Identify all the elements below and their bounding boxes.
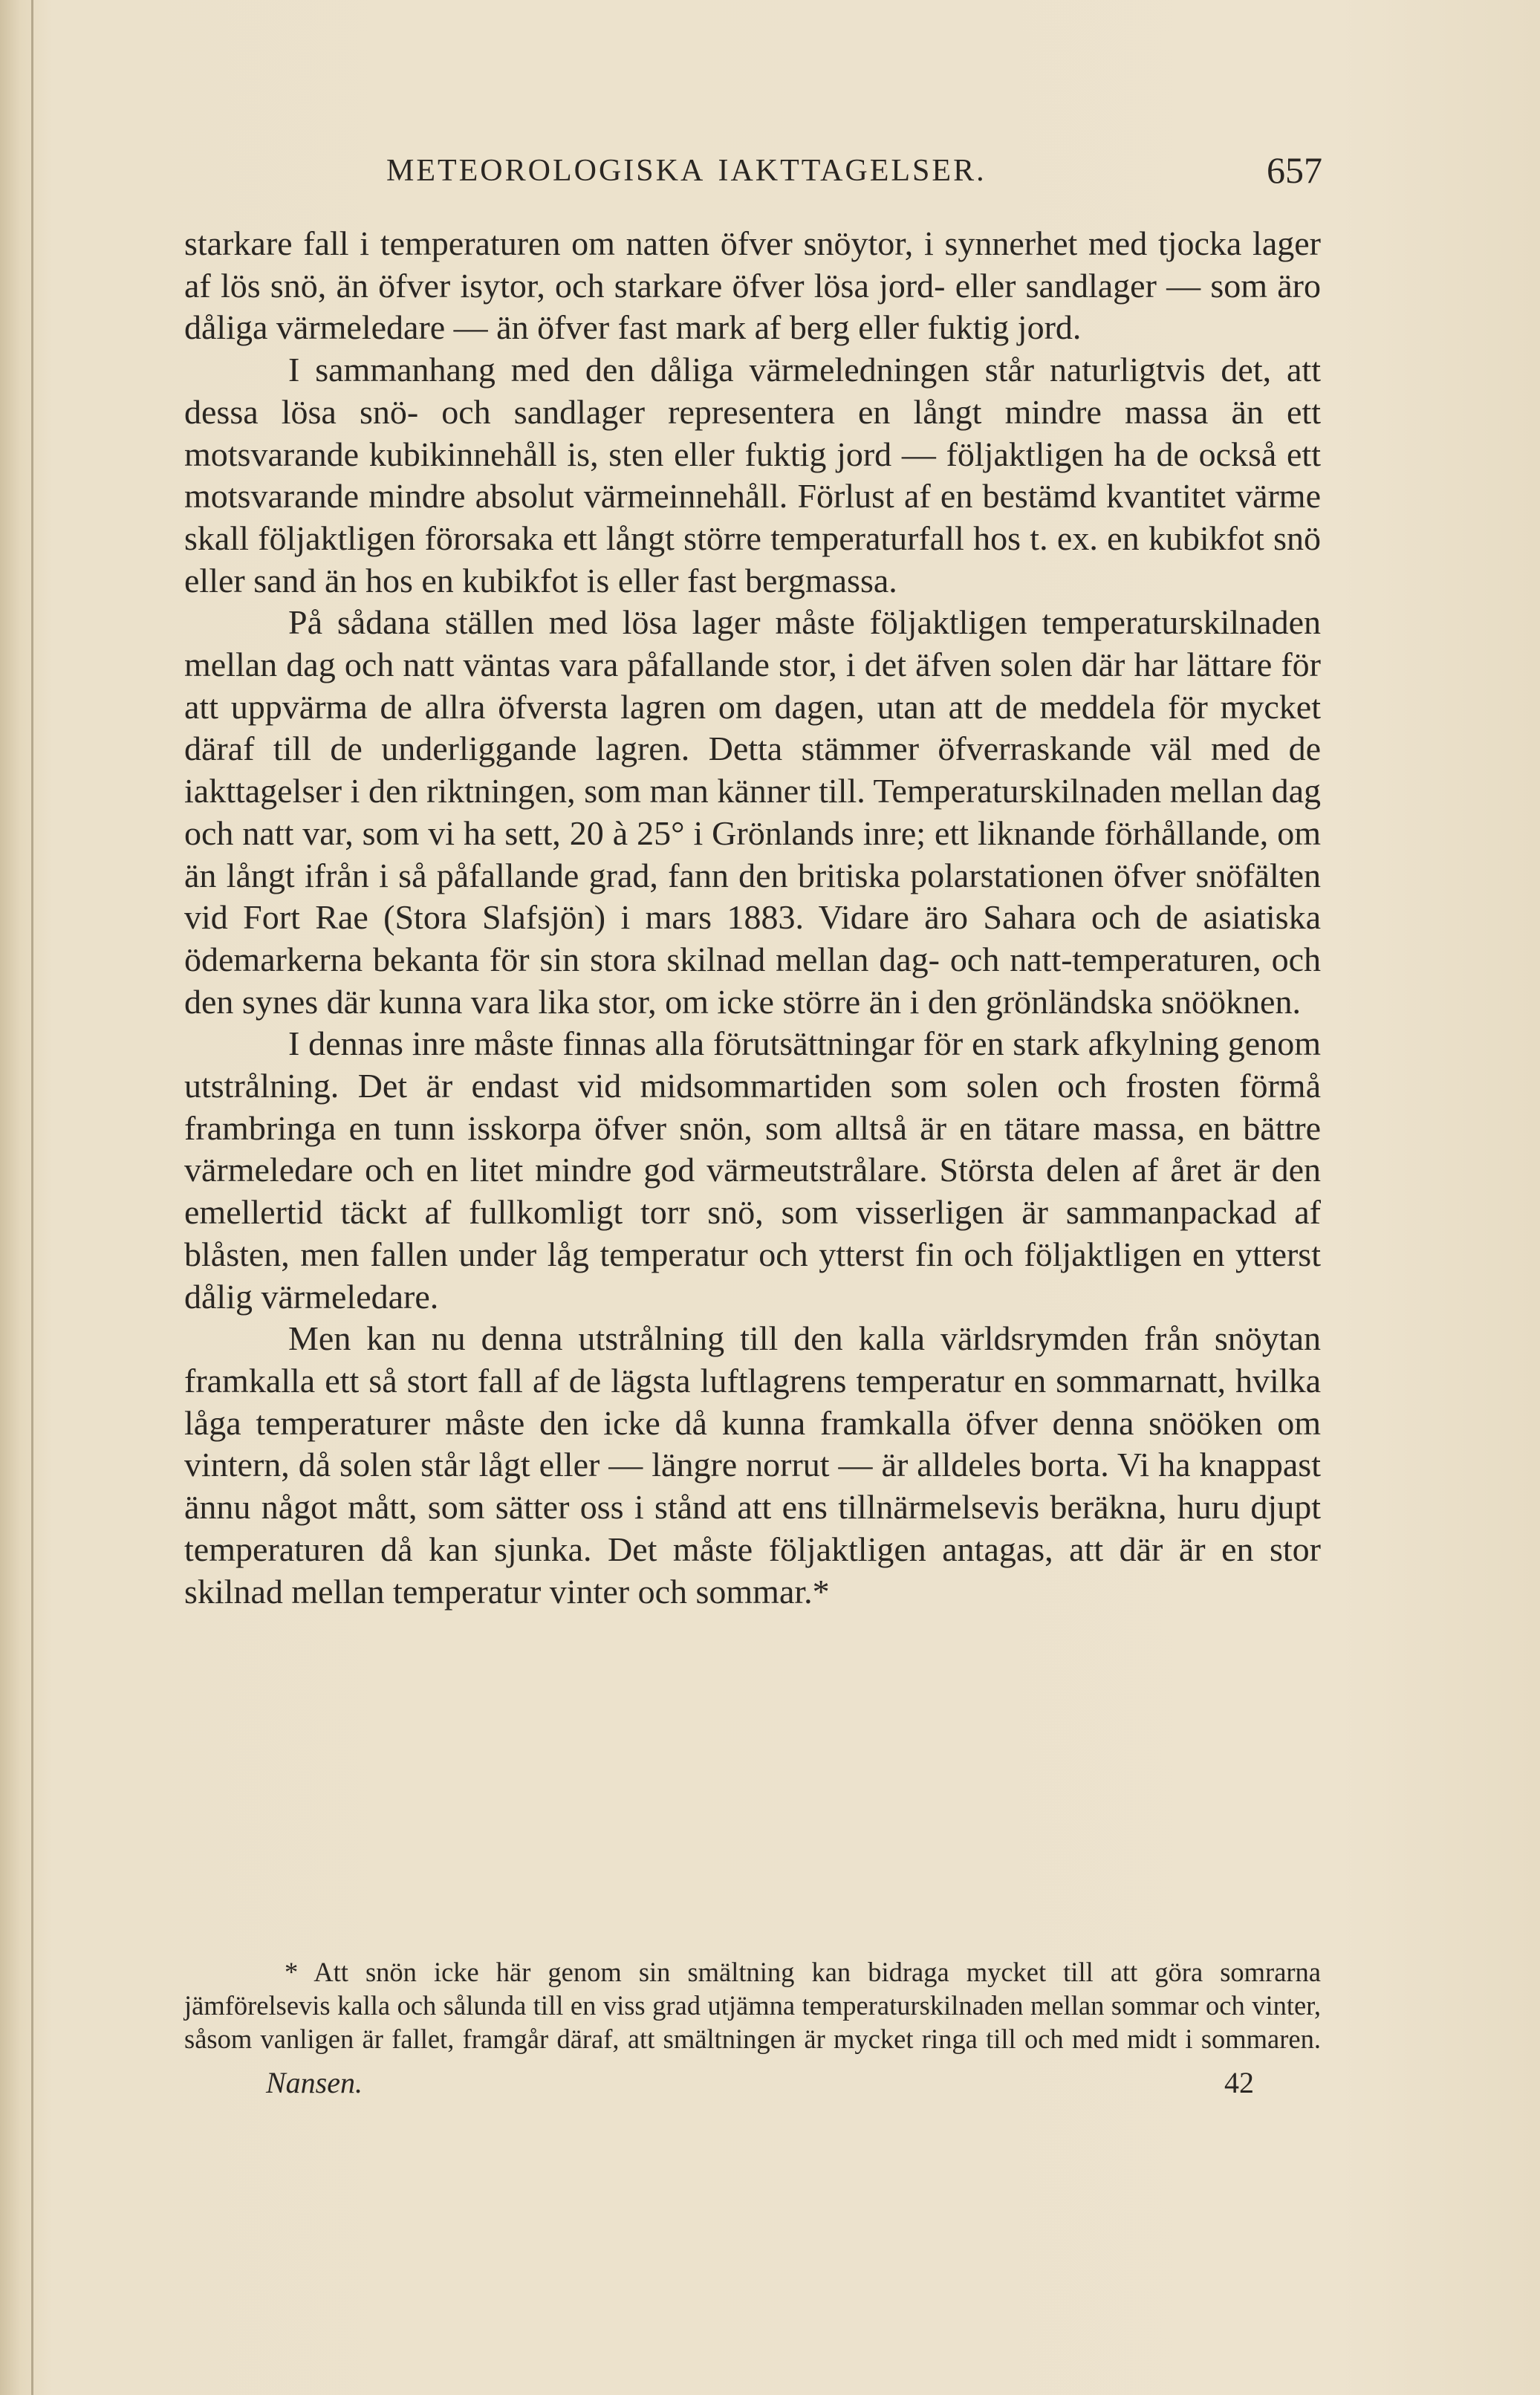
page-number: 657 (1267, 149, 1322, 191)
paragraph: Men kan nu denna utstrålning till den kalla världsrymden från snöytan framkalla ett så stort fall af de lägsta luftlagrens temperatur en sommarnatt, hvilka låga temperaturer måste den icke då kunna framkalla öfver denna snööken om vintern, då solen står lågt eller — längre norrut — är alldeles borta. Vi ha knappast ännu något mått, som sätter oss i stånd att ens tillnärmelsevis beräkna, huru djupt temperaturen då kan sjunka. Det måste följaktligen antagas, att där är en stor skilnad mellan temperatur vinter och sommar.* (184, 1319, 1321, 1611)
paragraph: starkare fall i temperaturen om natten öfver snöytor, i synnerhet med tjocka lager af lös snö, än öfver isytor, och starkare öfver lösa jord- eller sandlager — som äro dåliga värmeledare — än öfver fast mark af berg eller fuktig jord. (184, 224, 1321, 347)
footnote-text: * Att snön icke här genom sin smältning kan bidraga mycket till att göra somrarna jämförelsevis kalla och sålunda till en viss grad utjämna temperaturskilnaden mellan sommar och vinter, såsom vanligen är fallet, framgår däraf, att smältningen är mycket ringa till och med midt i sommaren. (184, 1957, 1321, 2054)
page-header (386, 149, 1322, 201)
paragraph: I dennas inre måste finnas alla förutsättningar för en stark afkylning genom utstrålning. Det är endast vid midsommartiden som solen och frosten förmå frambringa en tunn isskorpa öfver snön, som alltså är en tätare massa, en bättre värmeledare och en litet mindre god värmeutstrålare. Största delen af året är den emellertid täckt af fullkomligt torr snö, som visserligen är sammanpackad af blåsten, men fallen under låg temperatur och ytterst fin och följaktligen en ytterst dålig värmeledare. (184, 1024, 1321, 1316)
running-head: METEOROLOGISKA IAKTTAGELSER. (386, 154, 987, 188)
paragraph: I sammanhang med den dåliga värmeledningen står naturligtvis det, att dessa lösa snö- och sandlager representera en långt mindre massa än ett motsvarande kubikinnehåll is, sten eller fuktig jord — följaktligen ha de också ett motsvarande mindre absolut värmeinnehåll. Förlust af en bestämd kvantitet värme skall följaktligen förorsaka ett långt större temperaturfall hos t. ex. en kubikfot snö eller sand än hos en kubikfot is eller fast bergmassa. (184, 351, 1321, 599)
body-text (184, 223, 1321, 1613)
page-footer (184, 2065, 1254, 2102)
binding-gutter (31, 0, 33, 2395)
paragraph: På sådana ställen med lösa lager måste följaktligen temperaturskilnaden mellan dag och natt väntas vara påfallande stor, i det äfven solen där har lättare för att uppvärma de allra öfversta lagren om dagen, utan att de meddela för mycket däraf till de underliggande lagren. Detta stämmer öfverraskande väl med de iakttagelser i den riktningen, som man känner till. Temperaturskilnaden mellan dag och natt var, som vi ha sett, 20 à 25° i Grönlands inre; ett liknande förhållande, om än långt ifrån i så påfallande grad, fann den britiska polarstationen öfver snöfälten vid Fort Rae (Stora Slafsjön) i mars 1883. Vidare äro Sahara och de asiatiska ödemarkerna bekanta för sin stora skilnad mellan dag- och natt-temperaturen, och den synes där kunna vara lika stor, om icke större än i den grönländska snööknen. (184, 603, 1321, 1021)
footnote (184, 1955, 1321, 2056)
signature-mark: Nansen. (266, 2066, 363, 2099)
signature-number: 42 (1224, 2066, 1254, 2099)
